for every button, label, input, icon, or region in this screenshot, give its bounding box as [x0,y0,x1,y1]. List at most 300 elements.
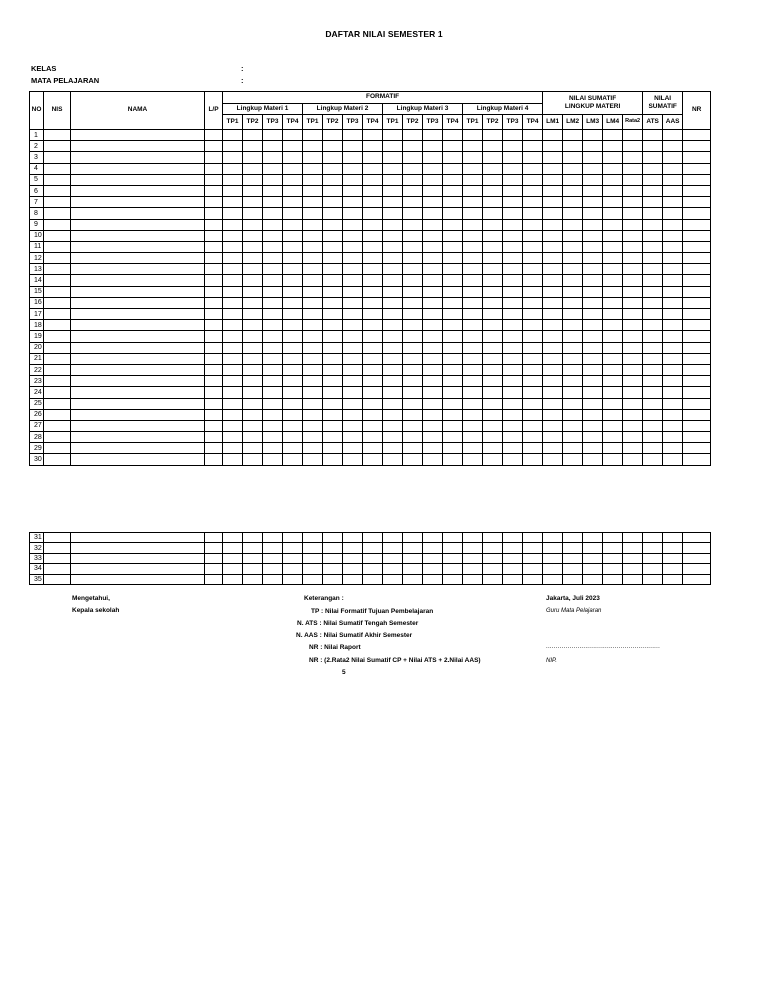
grade-cell[interactable] [283,185,303,196]
grade-cell[interactable] [363,331,383,342]
grade-cell[interactable] [663,309,683,320]
grade-cell[interactable] [263,454,283,465]
grade-cell[interactable] [663,264,683,275]
grade-cell[interactable] [583,432,603,443]
grade-cell[interactable] [483,185,503,196]
grade-cell[interactable] [263,533,283,543]
grade-cell[interactable] [543,275,563,286]
grade-cell[interactable] [263,130,283,141]
grade-cell[interactable] [243,364,263,375]
grade-cell[interactable] [423,533,443,543]
grade-cell[interactable] [44,342,71,353]
grade-cell[interactable] [443,376,463,387]
grade-cell[interactable] [503,230,523,241]
grade-cell[interactable] [323,264,343,275]
grade-cell[interactable] [423,130,443,141]
grade-cell[interactable] [403,297,423,308]
grade-cell[interactable] [463,174,483,185]
grade-cell[interactable] [623,141,643,152]
grade-cell[interactable] [303,353,323,364]
grade-cell[interactable] [263,331,283,342]
grade-cell[interactable] [523,443,543,454]
grade-cell[interactable] [683,543,711,553]
grade-cell[interactable] [543,543,563,553]
grade-cell[interactable] [503,533,523,543]
grade-cell[interactable] [503,353,523,364]
grade-cell[interactable] [223,174,243,185]
grade-cell[interactable] [403,185,423,196]
grade-cell[interactable] [243,208,263,219]
grade-cell[interactable] [205,275,223,286]
grade-cell[interactable] [423,376,443,387]
grade-cell[interactable] [363,420,383,431]
grade-cell[interactable] [303,574,323,584]
grade-cell[interactable] [623,163,643,174]
grade-cell[interactable] [523,553,543,563]
grade-cell[interactable] [263,443,283,454]
grade-cell[interactable] [463,275,483,286]
grade-cell[interactable] [583,553,603,563]
grade-cell[interactable] [463,574,483,584]
grade-cell[interactable] [583,275,603,286]
grade-cell[interactable] [623,185,643,196]
grade-cell[interactable] [543,309,563,320]
grade-cell[interactable] [343,543,363,553]
grade-cell[interactable] [523,376,543,387]
grade-cell[interactable] [303,297,323,308]
grade-cell[interactable] [603,264,623,275]
grade-cell[interactable] [563,564,583,574]
grade-cell[interactable] [643,163,663,174]
grade-cell[interactable] [383,320,403,331]
grade-cell[interactable] [663,197,683,208]
grade-cell[interactable] [363,574,383,584]
grade-cell[interactable] [71,409,205,420]
grade-cell[interactable] [403,420,423,431]
grade-cell[interactable] [623,253,643,264]
grade-cell[interactable] [583,364,603,375]
grade-cell[interactable] [663,454,683,465]
grade-cell[interactable] [205,387,223,398]
grade-cell[interactable] [263,564,283,574]
grade-cell[interactable] [71,297,205,308]
grade-cell[interactable] [523,331,543,342]
grade-cell[interactable] [523,208,543,219]
grade-cell[interactable] [663,353,683,364]
grade-cell[interactable] [623,342,643,353]
grade-cell[interactable] [205,331,223,342]
grade-cell[interactable] [563,574,583,584]
grade-cell[interactable] [363,564,383,574]
grade-cell[interactable] [623,398,643,409]
grade-cell[interactable] [483,387,503,398]
grade-cell[interactable] [243,185,263,196]
grade-cell[interactable] [463,253,483,264]
grade-cell[interactable] [583,130,603,141]
grade-cell[interactable] [523,364,543,375]
grade-cell[interactable] [683,297,711,308]
grade-cell[interactable] [403,163,423,174]
grade-cell[interactable] [623,553,643,563]
grade-cell[interactable] [403,376,423,387]
grade-cell[interactable] [603,275,623,286]
grade-cell[interactable] [205,398,223,409]
grade-cell[interactable] [44,364,71,375]
grade-cell[interactable] [223,320,243,331]
grade-cell[interactable] [323,163,343,174]
grade-cell[interactable] [483,432,503,443]
grade-cell[interactable] [463,152,483,163]
grade-cell[interactable] [243,297,263,308]
grade-cell[interactable] [363,454,383,465]
grade-cell[interactable] [323,130,343,141]
grade-cell[interactable] [223,342,243,353]
grade-cell[interactable] [283,264,303,275]
grade-cell[interactable] [283,141,303,152]
grade-cell[interactable] [523,197,543,208]
grade-cell[interactable] [683,376,711,387]
grade-cell[interactable] [263,387,283,398]
grade-cell[interactable] [403,241,423,252]
grade-cell[interactable] [303,230,323,241]
grade-cell[interactable] [44,219,71,230]
grade-cell[interactable] [503,331,523,342]
grade-cell[interactable] [44,376,71,387]
grade-cell[interactable] [263,297,283,308]
grade-cell[interactable] [563,443,583,454]
grade-cell[interactable] [483,174,503,185]
grade-cell[interactable] [643,185,663,196]
grade-cell[interactable] [603,533,623,543]
grade-cell[interactable] [483,353,503,364]
grade-cell[interactable] [563,320,583,331]
grade-cell[interactable] [503,197,523,208]
grade-cell[interactable] [403,230,423,241]
grade-cell[interactable] [643,543,663,553]
grade-cell[interactable] [423,543,443,553]
grade-cell[interactable] [263,264,283,275]
grade-cell[interactable] [463,398,483,409]
grade-cell[interactable] [44,197,71,208]
grade-cell[interactable] [503,253,523,264]
grade-cell[interactable] [603,219,623,230]
grade-cell[interactable] [223,230,243,241]
grade-cell[interactable] [603,241,623,252]
grade-cell[interactable] [563,353,583,364]
grade-cell[interactable] [663,387,683,398]
grade-cell[interactable] [223,398,243,409]
grade-cell[interactable] [44,253,71,264]
grade-cell[interactable] [483,331,503,342]
grade-cell[interactable] [543,230,563,241]
grade-cell[interactable] [44,286,71,297]
grade-cell[interactable] [603,297,623,308]
grade-cell[interactable] [683,553,711,563]
grade-cell[interactable] [383,331,403,342]
grade-cell[interactable] [263,286,283,297]
grade-cell[interactable] [483,420,503,431]
grade-cell[interactable] [523,420,543,431]
grade-cell[interactable] [563,253,583,264]
grade-cell[interactable] [403,364,423,375]
grade-cell[interactable] [71,331,205,342]
grade-cell[interactable] [44,398,71,409]
grade-cell[interactable] [463,331,483,342]
grade-cell[interactable] [463,443,483,454]
grade-cell[interactable] [44,141,71,152]
grade-cell[interactable] [503,264,523,275]
grade-cell[interactable] [383,163,403,174]
grade-cell[interactable] [243,376,263,387]
grade-cell[interactable] [423,342,443,353]
grade-cell[interactable] [523,543,543,553]
grade-cell[interactable] [443,342,463,353]
grade-cell[interactable] [343,163,363,174]
grade-cell[interactable] [44,454,71,465]
grade-cell[interactable] [343,443,363,454]
grade-cell[interactable] [303,309,323,320]
grade-cell[interactable] [283,574,303,584]
grade-cell[interactable] [643,353,663,364]
grade-cell[interactable] [223,353,243,364]
grade-cell[interactable] [205,364,223,375]
grade-cell[interactable] [563,141,583,152]
grade-cell[interactable] [403,543,423,553]
grade-cell[interactable] [283,543,303,553]
grade-cell[interactable] [303,185,323,196]
grade-cell[interactable] [363,543,383,553]
grade-cell[interactable] [583,320,603,331]
grade-cell[interactable] [603,331,623,342]
grade-cell[interactable] [563,219,583,230]
grade-cell[interactable] [443,309,463,320]
grade-cell[interactable] [323,208,343,219]
grade-cell[interactable] [663,342,683,353]
grade-cell[interactable] [205,309,223,320]
grade-cell[interactable] [523,564,543,574]
grade-cell[interactable] [463,163,483,174]
grade-cell[interactable] [403,208,423,219]
grade-cell[interactable] [383,130,403,141]
grade-cell[interactable] [223,286,243,297]
grade-cell[interactable] [463,219,483,230]
grade-cell[interactable] [243,553,263,563]
grade-cell[interactable] [603,141,623,152]
grade-cell[interactable] [463,353,483,364]
grade-cell[interactable] [663,219,683,230]
grade-cell[interactable] [283,409,303,420]
grade-cell[interactable] [583,174,603,185]
grade-cell[interactable] [205,543,223,553]
grade-cell[interactable] [683,152,711,163]
grade-cell[interactable] [543,564,563,574]
grade-cell[interactable] [603,574,623,584]
grade-cell[interactable] [623,230,643,241]
grade-cell[interactable] [263,320,283,331]
grade-cell[interactable] [383,241,403,252]
grade-cell[interactable] [403,432,423,443]
grade-cell[interactable] [343,208,363,219]
grade-cell[interactable] [683,208,711,219]
grade-cell[interactable] [303,320,323,331]
grade-cell[interactable] [323,376,343,387]
grade-cell[interactable] [483,409,503,420]
grade-cell[interactable] [583,454,603,465]
grade-cell[interactable] [483,208,503,219]
grade-cell[interactable] [383,564,403,574]
grade-cell[interactable] [503,454,523,465]
grade-cell[interactable] [583,387,603,398]
grade-cell[interactable] [303,174,323,185]
grade-cell[interactable] [543,208,563,219]
grade-cell[interactable] [543,141,563,152]
grade-cell[interactable] [503,309,523,320]
grade-cell[interactable] [383,543,403,553]
grade-cell[interactable] [603,454,623,465]
grade-cell[interactable] [463,309,483,320]
grade-cell[interactable] [643,241,663,252]
grade-cell[interactable] [343,432,363,443]
grade-cell[interactable] [343,264,363,275]
grade-cell[interactable] [483,141,503,152]
grade-cell[interactable] [563,264,583,275]
grade-cell[interactable] [643,376,663,387]
grade-cell[interactable] [263,409,283,420]
grade-cell[interactable] [44,553,71,563]
grade-cell[interactable] [463,130,483,141]
grade-cell[interactable] [523,342,543,353]
grade-cell[interactable] [463,197,483,208]
grade-cell[interactable] [423,574,443,584]
grade-cell[interactable] [363,185,383,196]
grade-cell[interactable] [423,219,443,230]
grade-cell[interactable] [563,331,583,342]
grade-cell[interactable] [563,208,583,219]
grade-cell[interactable] [443,241,463,252]
grade-cell[interactable] [683,230,711,241]
grade-cell[interactable] [503,387,523,398]
grade-cell[interactable] [303,564,323,574]
grade-cell[interactable] [443,432,463,443]
grade-cell[interactable] [503,130,523,141]
grade-cell[interactable] [643,208,663,219]
grade-cell[interactable] [71,286,205,297]
grade-cell[interactable] [623,574,643,584]
grade-cell[interactable] [403,141,423,152]
grade-cell[interactable] [44,152,71,163]
grade-cell[interactable] [663,420,683,431]
grade-cell[interactable] [563,309,583,320]
grade-cell[interactable] [423,286,443,297]
grade-cell[interactable] [205,574,223,584]
grade-cell[interactable] [243,219,263,230]
grade-cell[interactable] [243,443,263,454]
grade-cell[interactable] [243,342,263,353]
grade-cell[interactable] [343,574,363,584]
grade-cell[interactable] [623,297,643,308]
grade-cell[interactable] [603,320,623,331]
grade-cell[interactable] [603,420,623,431]
grade-cell[interactable] [483,364,503,375]
grade-cell[interactable] [503,543,523,553]
grade-cell[interactable] [583,543,603,553]
grade-cell[interactable] [443,130,463,141]
grade-cell[interactable] [443,152,463,163]
grade-cell[interactable] [643,297,663,308]
grade-cell[interactable] [363,275,383,286]
grade-cell[interactable] [603,353,623,364]
grade-cell[interactable] [223,533,243,543]
grade-cell[interactable] [363,174,383,185]
grade-cell[interactable] [363,364,383,375]
grade-cell[interactable] [403,174,423,185]
grade-cell[interactable] [443,420,463,431]
grade-cell[interactable] [343,275,363,286]
grade-cell[interactable] [363,230,383,241]
grade-cell[interactable] [223,454,243,465]
grade-cell[interactable] [283,230,303,241]
grade-cell[interactable] [583,185,603,196]
grade-cell[interactable] [343,286,363,297]
grade-cell[interactable] [663,574,683,584]
grade-cell[interactable] [663,398,683,409]
grade-cell[interactable] [71,364,205,375]
grade-cell[interactable] [44,409,71,420]
grade-cell[interactable] [243,533,263,543]
grade-cell[interactable] [303,454,323,465]
grade-cell[interactable] [483,564,503,574]
grade-cell[interactable] [563,420,583,431]
grade-cell[interactable] [263,398,283,409]
grade-cell[interactable] [663,320,683,331]
grade-cell[interactable] [563,398,583,409]
grade-cell[interactable] [263,197,283,208]
grade-cell[interactable] [643,320,663,331]
grade-cell[interactable] [543,420,563,431]
grade-cell[interactable] [683,241,711,252]
grade-cell[interactable] [205,141,223,152]
grade-cell[interactable] [563,454,583,465]
grade-cell[interactable] [543,241,563,252]
grade-cell[interactable] [483,553,503,563]
grade-cell[interactable] [523,286,543,297]
grade-cell[interactable] [71,443,205,454]
grade-cell[interactable] [423,420,443,431]
grade-cell[interactable] [423,387,443,398]
grade-cell[interactable] [543,364,563,375]
grade-cell[interactable] [423,141,443,152]
grade-cell[interactable] [603,197,623,208]
grade-cell[interactable] [323,553,343,563]
grade-cell[interactable] [363,387,383,398]
grade-cell[interactable] [263,141,283,152]
grade-cell[interactable] [623,409,643,420]
grade-cell[interactable] [323,320,343,331]
grade-cell[interactable] [383,409,403,420]
grade-cell[interactable] [443,454,463,465]
grade-cell[interactable] [663,152,683,163]
grade-cell[interactable] [363,533,383,543]
grade-cell[interactable] [603,387,623,398]
grade-cell[interactable] [283,320,303,331]
grade-cell[interactable] [423,443,443,454]
grade-cell[interactable] [623,320,643,331]
grade-cell[interactable] [683,286,711,297]
grade-cell[interactable] [623,264,643,275]
grade-cell[interactable] [463,141,483,152]
grade-cell[interactable] [443,275,463,286]
grade-cell[interactable] [205,564,223,574]
